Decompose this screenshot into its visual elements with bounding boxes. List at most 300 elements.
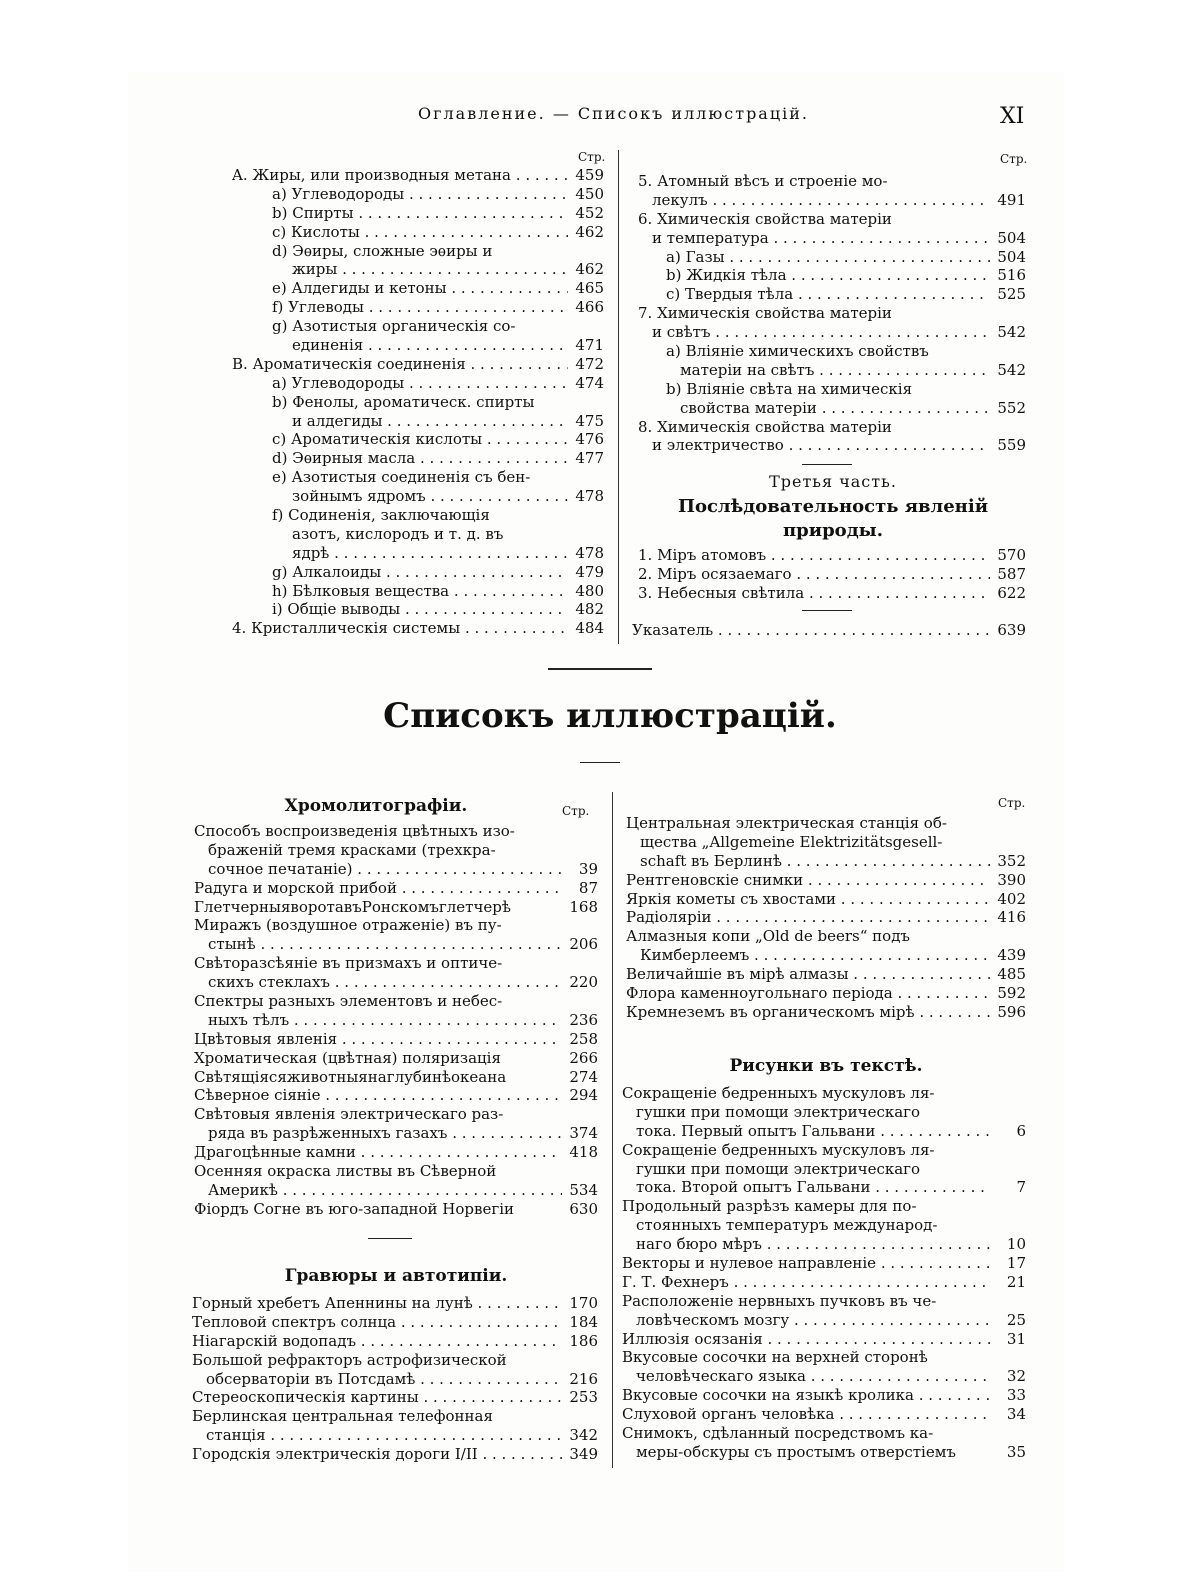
entry-text: 4. Кристаллическія системы . . . <box>232 619 568 638</box>
entry-row <box>194 1030 598 1049</box>
entry-text: станція . . . <box>192 1426 562 1445</box>
entry-page: 374 <box>565 1124 598 1143</box>
entry-row <box>232 393 604 412</box>
entry-text: обсерваторіи въ Потсдамѣ . . . <box>192 1370 562 1389</box>
entry-page: 253 <box>565 1388 598 1407</box>
entry-text: Способъ воспроизведенія цвѣтныхъ изо- <box>194 822 515 840</box>
entry-page: 472 <box>571 355 604 374</box>
entry-row <box>232 166 604 185</box>
entry-row <box>232 298 604 317</box>
entry-page: 542 <box>993 361 1026 380</box>
entry-row <box>232 430 604 449</box>
entry-row <box>194 879 598 898</box>
entry-row <box>194 1105 598 1124</box>
entry-row <box>232 260 604 279</box>
text-figures-list <box>622 1084 1026 1462</box>
entry-row <box>192 1370 598 1389</box>
entry-text: и алдегиды . . . <box>232 412 568 431</box>
entry-text: Фіордъ Согне въ юго-западной Норвегіи <box>194 1199 514 1218</box>
entry-row <box>622 1405 1026 1424</box>
entry-page: 33 <box>1003 1386 1026 1405</box>
entry-row <box>232 336 604 355</box>
entry-row <box>622 1103 1026 1122</box>
entry-page: 485 <box>993 965 1026 984</box>
entry-text: Сокращеніе бедренныхъ мускуловъ ля- <box>622 1140 935 1159</box>
page-number: XI <box>1000 104 1025 129</box>
entry-page: 39 <box>575 860 598 879</box>
entry-text: Тепловой спектръ солнца . . . <box>192 1313 562 1332</box>
entry-text: B. Ароматическія соединенія . . . <box>232 355 568 374</box>
entry-text: ловѣческомъ мозгу . . . <box>622 1311 990 1330</box>
entry-row <box>638 342 1026 361</box>
entry-page: 479 <box>571 563 604 582</box>
entry-text: f) Содиненія, заключающія <box>272 506 490 525</box>
entry-row <box>232 412 604 431</box>
entry-row <box>626 1003 1026 1022</box>
entry-text: ряда въ разрѣженныхъ газахъ . . . <box>194 1124 562 1143</box>
entry-row <box>194 916 598 935</box>
entry-page: 6 <box>1012 1122 1026 1141</box>
index-text: Указатель . . . <box>632 621 1026 640</box>
entry-text: скихъ стеклахъ . . . <box>194 973 562 992</box>
entry-text: Большой рефракторъ астрофизической <box>192 1350 507 1369</box>
entry-text: e) Алдегиды и кетоны . . . <box>232 279 568 298</box>
entry-row <box>192 1388 598 1407</box>
entry-text: Спектры разныхъ элементовъ и небес- <box>194 992 503 1011</box>
section-divider <box>548 668 652 670</box>
entry-row <box>622 1311 1026 1330</box>
entry-page: 452 <box>571 204 604 223</box>
entry-page: 504 <box>993 248 1026 267</box>
entry-page: 465 <box>571 279 604 298</box>
entry-row <box>232 506 604 525</box>
entry-text: Стереоскопическія картины . . . <box>192 1388 562 1407</box>
entry-page: 274 <box>565 1068 598 1087</box>
entry-text: Городскія электрическія дороги I/II . . . <box>192 1445 562 1464</box>
entry-page: 25 <box>1003 1311 1026 1330</box>
entry-row <box>194 1068 598 1087</box>
entry-row <box>232 279 604 298</box>
entry-page: 7 <box>1012 1178 1026 1197</box>
entry-text: 1. Міръ атомовъ . . . <box>638 546 990 565</box>
entry-text: b) Спирты . . . <box>232 204 568 223</box>
entry-page: 31 <box>1003 1330 1026 1349</box>
entry-row <box>638 399 1026 418</box>
entry-row <box>638 584 1026 603</box>
entry-page: 559 <box>993 436 1026 455</box>
entry-row <box>622 1254 1026 1273</box>
entry-text: лекулъ . . . <box>638 191 990 210</box>
entry-row <box>638 323 1026 342</box>
gravures-list <box>192 1294 598 1464</box>
chromo-heading: Хромолитографіи. <box>284 796 468 816</box>
entry-text: Кремнеземъ въ органическомъ мірѣ . . . <box>626 1003 990 1022</box>
entry-row <box>626 890 1026 909</box>
entry-row <box>626 927 1026 946</box>
illustrations-title: Списокъ иллюстрацій. <box>383 696 837 736</box>
entry-row <box>622 1141 1026 1160</box>
part3-title-line1: Послѣдовательность явленій <box>677 496 989 517</box>
entry-row <box>194 822 598 841</box>
entry-text: гушки при помощи электрическаго <box>636 1159 921 1178</box>
entry-text: c) Твердыя тѣла . . . <box>638 285 990 304</box>
entry-row <box>232 204 604 223</box>
index-page: 639 <box>993 621 1026 640</box>
entry-row <box>194 1011 598 1030</box>
entry-row <box>638 229 1026 248</box>
entry-row <box>626 984 1026 1003</box>
entry-row <box>192 1426 598 1445</box>
entry-text: Драгоцѣнные камни . . . <box>194 1143 562 1162</box>
entry-text: Америкѣ . . . <box>194 1181 562 1200</box>
entry-page: 416 <box>993 908 1026 927</box>
entry-text: тока. Первый опытъ Гальвани . . . <box>622 1122 990 1141</box>
entry-row <box>622 1367 1026 1386</box>
gravures-heading: Гравюры и автотипіи. <box>284 1266 508 1286</box>
title-rule <box>580 762 620 763</box>
entry-row <box>638 285 1026 304</box>
entry-page: 186 <box>565 1332 598 1351</box>
entry-text: c) Ароматическія кислоты . . . <box>232 430 568 449</box>
entry-text: Цвѣтовыя явленія . . . <box>194 1030 562 1049</box>
entry-text: стоянныхъ температуръ международ- <box>636 1216 938 1235</box>
entry-row <box>638 418 1026 437</box>
entry-text: меры-обскуры съ простымъ отверстіемъ <box>636 1442 956 1461</box>
entry-row <box>626 871 1026 890</box>
entry-page: 10 <box>1003 1235 1026 1254</box>
entry-page: 342 <box>565 1426 598 1445</box>
part3-label: Третья часть. <box>769 472 897 491</box>
entry-row <box>622 1424 1026 1443</box>
entry-text: ядрѣ . . . <box>232 544 568 563</box>
entry-row <box>638 248 1026 267</box>
toc-right-column <box>638 172 1026 455</box>
entry-text: b) Фенолы, ароматическ. спирты <box>272 392 535 411</box>
entry-row <box>194 954 598 973</box>
entry-row <box>638 210 1026 229</box>
illus-column-divider <box>612 792 613 1468</box>
entry-text: браженій тремя красками (трехкра- <box>208 840 496 859</box>
entry-page: 471 <box>571 336 604 355</box>
entry-text: g) Азотистыя органическія со- <box>272 317 516 336</box>
entry-text: Сѣверное сіяніе . . . <box>194 1086 562 1105</box>
entry-row <box>626 946 1026 965</box>
entry-text: и электричество . . . <box>638 436 990 455</box>
toc-left-column <box>232 166 604 638</box>
entry-text: Вкусовые сосочки на верхней сторонѣ <box>622 1348 928 1367</box>
entry-row <box>192 1445 598 1464</box>
entry-row <box>638 304 1026 323</box>
entry-text: d) Эѳирныя масла . . . <box>232 449 568 468</box>
entry-row <box>622 1443 1026 1462</box>
entry-text: e) Азотистыя соединенія съ бен- <box>272 468 531 487</box>
entry-text: a) Углеводороды . . . <box>232 185 568 204</box>
entry-row <box>626 908 1026 927</box>
entry-text: Яркія кометы съ хвостами . . . <box>626 890 990 909</box>
entry-text: Свѣтовыя явленія электрическаго раз- <box>194 1105 504 1124</box>
entry-page: 459 <box>571 166 604 185</box>
entry-row <box>622 1197 1026 1216</box>
entry-page: 17 <box>1003 1254 1026 1273</box>
entry-page: 587 <box>993 565 1026 584</box>
entry-text: Кимберлеемъ . . . <box>626 946 990 965</box>
entry-page: 552 <box>993 399 1026 418</box>
entry-text: 3. Небесныя свѣтила . . . <box>638 584 990 603</box>
entry-page: 21 <box>1003 1273 1026 1292</box>
entry-text: Г. Т. Фехнеръ . . . <box>622 1273 990 1292</box>
entry-text: Величайшіе въ мірѣ алмазы . . . <box>626 965 990 984</box>
entry-page: 592 <box>993 984 1026 1003</box>
entry-text: Центральная электрическая станція об- <box>626 814 947 832</box>
entry-page: 596 <box>993 1003 1026 1022</box>
entry-page: 466 <box>571 298 604 317</box>
part3-rule-top <box>802 464 852 465</box>
entry-row <box>638 380 1026 399</box>
entry-row <box>638 191 1026 210</box>
entry-text: schaft въ Берлинѣ . . . <box>626 852 990 871</box>
entry-page: 480 <box>571 582 604 601</box>
entry-text: f) Углеводы . . . <box>232 298 568 317</box>
entry-page: 478 <box>571 487 604 506</box>
entry-row <box>232 600 604 619</box>
entry-text: тока. Второй опытъ Гальвани . . . <box>622 1178 990 1197</box>
entry-row <box>192 1407 598 1426</box>
entry-text: единенія . . . <box>232 336 568 355</box>
entry-text: стынѣ . . . <box>194 935 562 954</box>
part3-rule-bottom <box>802 610 852 611</box>
entry-page: 439 <box>993 946 1026 965</box>
entry-row <box>626 965 1026 984</box>
plates-right-list <box>626 814 1026 1022</box>
entry-row <box>622 1330 1026 1349</box>
entry-row <box>232 619 604 638</box>
entry-page: 266 <box>565 1049 598 1068</box>
entry-row <box>194 860 598 879</box>
entry-row <box>232 317 604 336</box>
entry-page: 168 <box>565 898 598 917</box>
part3-title-line2: природы. <box>782 520 883 541</box>
entry-row <box>626 833 1026 852</box>
entry-page: 390 <box>993 871 1026 890</box>
entry-page: 402 <box>993 890 1026 909</box>
entry-text: A. Жиры, или производныя метана . . . <box>232 166 568 185</box>
entry-page: 32 <box>1003 1367 1026 1386</box>
entry-row <box>194 1143 598 1162</box>
entry-page: 184 <box>565 1313 598 1332</box>
entry-page: 504 <box>993 229 1026 248</box>
entry-text: Горный хребетъ Апеннины на лунѣ . . . <box>192 1294 562 1313</box>
entry-page: 482 <box>571 600 604 619</box>
entry-row <box>638 266 1026 285</box>
entry-text: и температура . . . <box>638 229 990 248</box>
entry-row <box>194 1181 598 1200</box>
entry-row <box>622 1273 1026 1292</box>
entry-text: Радіоляріи . . . <box>626 908 990 927</box>
entry-text: 5. Атомный вѣсъ и строеніе мо- <box>638 172 888 190</box>
entry-text: гушки при помощи электрическаго <box>636 1102 921 1121</box>
entry-row <box>638 436 1026 455</box>
entry-text: Сокращеніе бедренныхъ мускуловъ ля- <box>622 1084 935 1102</box>
entry-text: наго бюро мѣръ . . . <box>622 1235 990 1254</box>
illus-right-page-label: Стр. <box>998 796 1026 810</box>
entry-row <box>232 449 604 468</box>
entry-page: 349 <box>565 1445 598 1464</box>
toc-right-page-label: Стр. <box>1000 152 1028 166</box>
entry-text: зойнымъ ядромъ . . . <box>232 487 568 506</box>
entry-page: 450 <box>571 185 604 204</box>
running-header: Оглавление. — Списокъ иллюстрацій. <box>418 104 809 123</box>
entry-row <box>622 1292 1026 1311</box>
entry-row <box>232 487 604 506</box>
entry-text: Снимокъ, сдѣланный посредствомъ ка- <box>622 1424 934 1443</box>
entry-page: 534 <box>565 1181 598 1200</box>
entry-text: Флора каменноугольнаго періода . . . <box>626 984 990 1003</box>
illus-left-page-label: Стр. <box>562 804 590 818</box>
entry-row <box>194 1162 598 1181</box>
toc-column-divider <box>618 150 619 644</box>
entry-row <box>232 223 604 242</box>
entry-row <box>194 898 598 917</box>
entry-text: Хроматическая (цвѣтная) поляризація <box>194 1048 501 1067</box>
entry-text: Рентгеновскіе снимки . . . <box>626 871 990 890</box>
entry-page: 258 <box>565 1030 598 1049</box>
entry-text: b) Вліяніе свѣта на химическія <box>666 379 913 398</box>
entry-row <box>194 992 598 1011</box>
entry-row <box>232 185 604 204</box>
entry-row <box>232 525 604 544</box>
entry-text: 2. Міръ осязаемаго . . . <box>638 565 990 584</box>
entry-page: 462 <box>571 260 604 279</box>
entry-page: 476 <box>571 430 604 449</box>
entry-page: 170 <box>565 1294 598 1313</box>
entry-text: Продольный разрѣзъ камеры для по- <box>622 1197 917 1216</box>
text-figures-heading: Рисунки въ текстѣ. <box>729 1056 923 1076</box>
entry-page: 294 <box>565 1086 598 1105</box>
entry-row <box>194 935 598 954</box>
gravures-rule <box>368 1238 412 1239</box>
entry-page: 622 <box>993 584 1026 603</box>
entry-row <box>192 1313 598 1332</box>
entry-row <box>232 242 604 261</box>
entry-page: 630 <box>565 1200 598 1219</box>
entry-row <box>232 374 604 393</box>
entry-page: 206 <box>565 935 598 954</box>
entry-text: b) Жидкія тѣла . . . <box>638 266 990 285</box>
entry-page: 34 <box>1003 1405 1026 1424</box>
entry-text: Осенняя окраска листвы въ Сѣверной <box>194 1162 497 1181</box>
entry-text: Векторы и нулевое направленіе . . . <box>622 1254 990 1273</box>
entry-row <box>622 1235 1026 1254</box>
entry-page: 542 <box>993 323 1026 342</box>
entry-row <box>232 355 604 374</box>
entry-row <box>194 1086 598 1105</box>
entry-row <box>194 841 598 860</box>
entry-text: d) Эѳиры, сложные эѳиры и <box>272 241 493 260</box>
entry-page: 484 <box>571 619 604 638</box>
entry-text: Миражъ (воздушное отраженіе) въ пу- <box>194 916 502 935</box>
entry-row <box>626 852 1026 871</box>
entry-row <box>622 1122 1026 1141</box>
entry-page: 35 <box>1003 1443 1026 1462</box>
entry-text: жиры . . . <box>232 260 568 279</box>
entry-text: и свѣтъ . . . <box>638 323 990 342</box>
entry-page: 474 <box>571 374 604 393</box>
entry-row <box>626 814 1026 833</box>
entry-page: 352 <box>993 852 1026 871</box>
entry-row <box>638 565 1026 584</box>
entry-row <box>192 1351 598 1370</box>
entry-text: Радуга и морской прибой . . . <box>194 879 562 898</box>
entry-page: 87 <box>575 879 598 898</box>
entry-text: ГлетчерныяворотавъРонскомъглетчерѣ <box>194 897 511 916</box>
entry-text: ныхъ тѣлъ . . . <box>194 1011 562 1030</box>
entry-text: Расположеніе нервныхъ пучковъ въ че- <box>622 1291 937 1310</box>
entry-page: 491 <box>993 191 1026 210</box>
entry-text: i) Общіе выводы . . . <box>232 600 568 619</box>
entry-text: 8. Химическія свойства матеріи <box>638 417 892 436</box>
entry-text: сочное печатаніе) . . . <box>194 860 562 879</box>
index-entry <box>632 621 1026 640</box>
entry-row <box>622 1160 1026 1179</box>
entry-text: Свѣтящіясяживотныянаглубинѣокеана <box>194 1067 507 1086</box>
entry-page: 477 <box>571 449 604 468</box>
entry-row <box>622 1084 1026 1103</box>
entry-text: Берлинская центральная телефонная <box>192 1407 493 1426</box>
toc-left-page-label: Стр. <box>578 150 606 164</box>
entry-text: 7. Химическія свойства матеріи <box>638 304 892 323</box>
part3-list <box>638 546 1026 603</box>
entry-row <box>638 172 1026 191</box>
entry-page: 418 <box>565 1143 598 1162</box>
entry-row <box>638 361 1026 380</box>
entry-row <box>192 1294 598 1313</box>
entry-text: Алмазныя копи „Old de beers“ подъ <box>626 927 910 946</box>
entry-text: Иллюзія осязанія . . . <box>622 1330 990 1349</box>
chromo-list <box>194 822 598 1219</box>
entry-text: h) Бѣлковыя вещества . . . <box>232 582 568 601</box>
entry-text: a) Газы . . . <box>638 248 990 267</box>
entry-page: 462 <box>571 223 604 242</box>
entry-page: 236 <box>565 1011 598 1030</box>
entry-text: человѣческаго языка . . . <box>622 1367 990 1386</box>
entry-page: 475 <box>571 412 604 431</box>
entry-row <box>622 1178 1026 1197</box>
entry-text: Слуховой органъ человѣка . . . <box>622 1405 990 1424</box>
entry-text: свойства матеріи . . . <box>638 399 990 418</box>
entry-text: Ніагарскій водопадъ . . . <box>192 1332 562 1351</box>
entry-page: 516 <box>993 266 1026 285</box>
entry-row <box>232 563 604 582</box>
entry-row <box>622 1216 1026 1235</box>
entry-page: 220 <box>565 973 598 992</box>
entry-page: 525 <box>993 285 1026 304</box>
entry-page: 216 <box>565 1370 598 1389</box>
entry-row <box>232 544 604 563</box>
entry-text: азотъ, кислородъ и т. д. въ <box>292 524 504 543</box>
entry-text: Вкусовые сосочки на языкѣ кролика . . . <box>622 1386 990 1405</box>
entry-row <box>232 582 604 601</box>
entry-row <box>194 1124 598 1143</box>
entry-page: 478 <box>571 544 604 563</box>
entry-row <box>194 1200 598 1219</box>
entry-text: a) Углеводороды . . . <box>232 374 568 393</box>
entry-text: матеріи на свѣтъ . . . <box>638 361 990 380</box>
entry-row <box>194 1049 598 1068</box>
entry-text: щества „Allgemeine Elektrizitätsgesell- <box>640 832 943 851</box>
entry-text: c) Кислоты . . . <box>232 223 568 242</box>
entry-row <box>638 546 1026 565</box>
entry-row <box>232 468 604 487</box>
